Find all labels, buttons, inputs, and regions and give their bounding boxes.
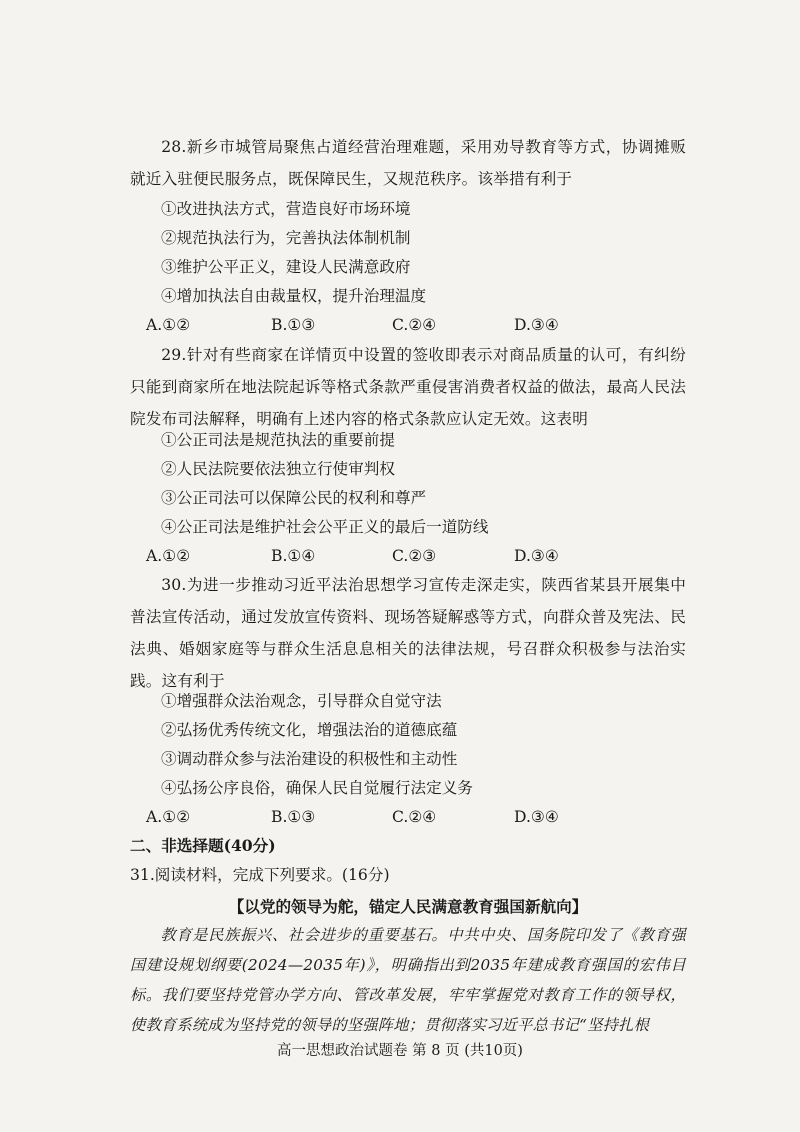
q28-option-4: ④增加执法自由裁量权，提升治理温度 <box>161 287 427 305</box>
q29-choice-b: B.①④ <box>271 547 316 565</box>
q30-choice-c: C.②④ <box>392 808 437 826</box>
material-title: 【以党的领导为舵，锚定人民满意教育强国新航向】 <box>228 897 588 916</box>
q29-option-1: ①公正司法是规范执法的重要前提 <box>161 431 395 449</box>
q31-stem: 31.阅读材料，完成下列要求。(16分) <box>130 866 390 884</box>
q30-choice-a: A.①② <box>146 808 191 826</box>
q28-choice-c: C.②④ <box>392 316 437 334</box>
q29-option-4: ④公正司法是维护社会公平正义的最后一道防线 <box>161 518 489 536</box>
section-heading: 二、非选择题(40分) <box>130 836 276 855</box>
q28-option-1: ①改进执法方式，营造良好市场环境 <box>161 200 411 218</box>
q30-option-4: ④弘扬公序良俗，确保人民自觉履行法定义务 <box>161 779 473 797</box>
q30-choice-b: B.①③ <box>271 808 316 826</box>
material-text: 教育是民族振兴、社会进步的重要基石。中共中央、国务院印发了《教育强国建设规划纲要(2024—2035年)》，明确指出到2035年建成教育强国的宏伟目标。我们要坚持党管办学方向、管改革发展，牢牢掌握党对教育工作的领导权，使教育系统成为坚持党的领导的坚强阵地；贯彻落实习近平总书记“坚持扎根 <box>130 926 686 1034</box>
q29-option-3: ③公正司法可以保障公民的权利和尊严 <box>161 489 427 507</box>
q30-option-1: ①增强群众法治观念，引导群众自觉守法 <box>161 692 442 710</box>
q28-choice-d: D.③④ <box>514 316 559 334</box>
q30-stem: 30.为进一步推动习近平法治思想学习宣传走深走实，陕西省某县开展集中普法宣传活动，通过发放宣传资料、现场答疑解惑等方式，向群众普及宪法、民法典、婚姻家庭等与群众生活息息相关的法律法规，号召群众积极参与法治实践。这有利于 <box>130 576 686 690</box>
q28-option-3: ③维护公平正义，建设人民满意政府 <box>161 258 411 276</box>
page-footer: 高一思想政治试题卷 第 8 页 (共10页) <box>277 1043 523 1059</box>
q29-stem: 29.针对有些商家在详情页中设置的签收即表示对商品质量的认可，有纠纷只能到商家所在地法院起诉等格式条款严重侵害消费者权益的做法，最高人民法院发布司法解释，明确有上述内容的格式条款应认定无效。这表明 <box>130 346 686 428</box>
q28-choice-b: B.①③ <box>271 316 316 334</box>
q29-choice-d: D.③④ <box>514 547 559 565</box>
q30-option-2: ②弘扬优秀传统文化，增强法治的道德底蕴 <box>161 721 458 739</box>
q29-choice-a: A.①② <box>146 547 191 565</box>
q28-option-2: ②规范执法行为，完善执法体制机制 <box>161 229 411 247</box>
q29-option-2: ②人民法院要依法独立行使审判权 <box>161 460 395 478</box>
q28-stem: 28.新乡市城管局聚焦占道经营治理难题，采用劝导教育等方式，协调摊贩就近入驻便民服务点，既保障民生，又规范秩序。该举措有利于 <box>130 138 686 188</box>
q29-choice-c: C.②③ <box>392 547 437 565</box>
q28-choice-a: A.①② <box>146 316 191 334</box>
q30-option-3: ③调动群众参与法治建设的积极性和主动性 <box>161 750 458 768</box>
q30-choice-d: D.③④ <box>514 808 559 826</box>
